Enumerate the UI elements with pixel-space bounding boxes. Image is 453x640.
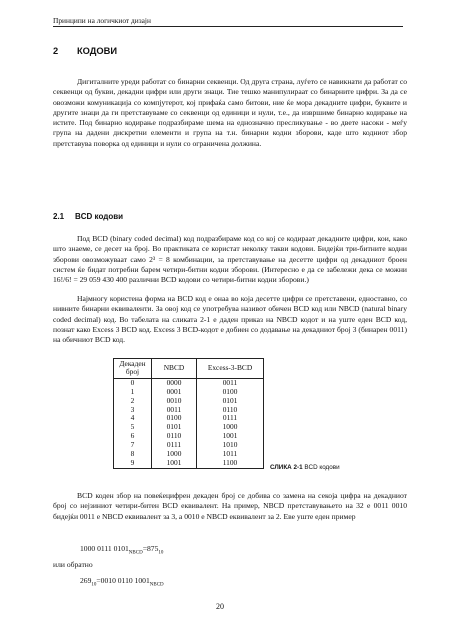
table-row: 5 0101 1000 <box>114 423 264 432</box>
caption-label: СЛИКА 2-1 <box>270 464 303 471</box>
header-nbcd: NBCD <box>152 359 197 379</box>
table-row: 7 0111 1010 <box>114 441 264 450</box>
header-excess3: Excess-3-BCD <box>197 359 264 379</box>
bcd-code-table <box>113 358 264 469</box>
table-row: 3 0011 0110 <box>114 406 264 415</box>
section-heading <box>53 212 123 221</box>
running-head: Принципи на логичкиот дизајн <box>53 16 403 27</box>
bcd-definition-paragraph: Под BCD (binary coded decimal) код подразбираме код со кој се кодираат декадните цифри, кои, како што знаеме, се десет на број. Во практиката се користат неколку такви кодови. Бидејќи три-битните кодни зборови овозможуваат само 2³ = 8 комбинации, за претставување на десетте цифри од декадниот броен систем ќе бидат потребни барем четири-битни кодни зборови. (Интересно е да се забележи дека се можни 16!/6! = 29 059 430 400 различни BCD кодови со четири-битни кодни зборови.) <box>53 234 407 285</box>
or-conversely-text: или обратно <box>53 560 93 569</box>
page-number: 20 <box>216 602 224 611</box>
chapter-heading <box>53 46 117 56</box>
caption-text: BCD кодови <box>304 464 340 471</box>
example-formula-2: $269_{10}=0010$ 0110 $1001_{NBCD}$ <box>80 576 164 588</box>
multidigit-paragraph: BCD коден збор на повеќецифрен декаден број се добива со замена на секоја цифра на декадниот број со нејзиниот четири-битен BCD еквивалент. На пример, NBCD претставувањето на 32 е 0011 0010 бидејќи 0011 е NBCD еквивалент за 3, а 0010 е NBCD еквивалент за 2. Еве уште еден пример <box>53 491 407 521</box>
table-row: 6 0110 1001 <box>114 432 264 441</box>
chapter-title: КОДОВИ <box>77 46 118 56</box>
intro-paragraph: Дигиталните уреди работат со бинарни секвенци. Од друга страна, луѓето се навикнати да работат со секвенци од букви, декадни цифри или други знаци. Тие тешко манипулираат со бинарните цифри. За да се овозможи комуникација со компјутерот, кој прифаќа само битови, ние ќе мора декадните цифри, буквите и другите знаци да ги претставуваме со секвенци од единици и нули, т.е., да извршиме бинарно кодирање на истите. Под бинарно кодирање подразбираме шема на еднозначно пресликување - во двете насоки - меѓу група на дадени дискретни елементи и група на т.н. бинарни кодни зборови, каде што кодниот збор претставува поворка од единици и нули со ограничена должина. <box>53 77 407 148</box>
example-formula-1: 1000 0111 $0101_{NBCD}=875_{10}$ <box>80 544 164 556</box>
figure-caption <box>270 464 340 471</box>
nbcd-paragraph: Најмногу користена форма на BCD код е онаа во која десетте цифри се претставени, едноставно, со нивните бинарни еквиваленти. За овој код се употребува називот обичен BCD код или NBCD (natural binary coded decimal) код. Во табелата на сликата 2-1 е даден приказ на NBCD кодот и на уште еден BCD код, познат како Excess 3 BCD код. Excess 3 BCD-кодот е добиен со додавање на декадниот број 3 (бинарен 0011) на обичниот BCD код. <box>53 294 407 345</box>
header-decimal: Декаден број <box>114 359 152 379</box>
table-row: 0 0000 0011 <box>114 378 264 387</box>
table-row: 1 0001 0100 <box>114 388 264 397</box>
table-row: 2 0010 0101 <box>114 397 264 406</box>
table-row: 4 0100 0111 <box>114 414 264 423</box>
table-row: 8 1000 1011 <box>114 450 264 459</box>
chapter-number: 2 <box>53 46 59 56</box>
table-row: 9 1001 1100 <box>114 459 264 468</box>
section-number: 2.1 <box>53 212 65 221</box>
section-title: BCD кодови <box>75 212 124 221</box>
table-header-row <box>114 359 264 379</box>
